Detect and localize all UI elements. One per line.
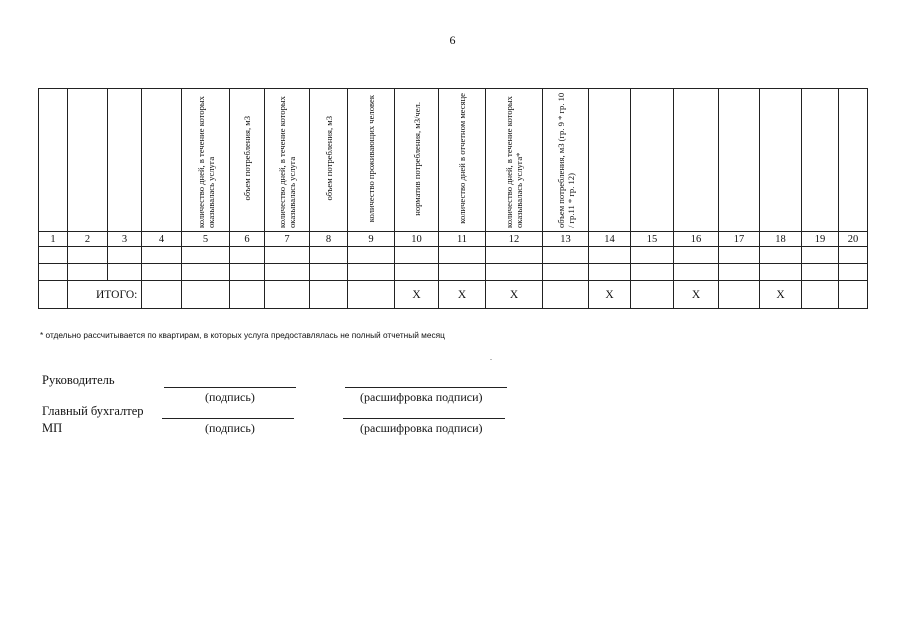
header-label: количество дней, в течение которых оказывалась услуга*: [504, 95, 524, 228]
table-cell: [589, 247, 631, 264]
head-signature-caption: (подпись): [205, 390, 255, 404]
table-cell: [39, 264, 68, 281]
column-number: 17: [719, 232, 760, 247]
column-number: 19: [802, 232, 839, 247]
accountant-decode-line: [343, 418, 505, 419]
table-cell: [839, 264, 868, 281]
header-cell: [760, 89, 802, 232]
table-cell: [68, 264, 108, 281]
total-cell: [348, 281, 395, 309]
head-decode-caption: (расшифровка подписи): [360, 390, 483, 404]
table-cell: [182, 264, 230, 281]
column-number: 14: [589, 232, 631, 247]
header-cell: [839, 89, 868, 232]
table-cell: [631, 264, 674, 281]
column-number: 11: [439, 232, 486, 247]
header-label: количество дней в отчетном месяце: [457, 93, 467, 224]
table-cell: [348, 264, 395, 281]
accountant-label: Главный бухгалтер: [42, 404, 144, 418]
table-cell: [543, 264, 589, 281]
table-cell: [631, 247, 674, 264]
total-cell: X: [760, 281, 802, 309]
header-cell: [265, 89, 310, 232]
table-cell: [395, 247, 439, 264]
header-cell: [68, 89, 108, 232]
table-cell: [310, 247, 348, 264]
header-cell: [182, 89, 230, 232]
column-number: 2: [68, 232, 108, 247]
table-cell: [108, 247, 142, 264]
total-cell: [719, 281, 760, 309]
total-cell: [265, 281, 310, 309]
column-number: 6: [230, 232, 265, 247]
header-label: объем потребления, м3 (гр. 9 * гр. 10 / гр.11 * гр. 12): [555, 92, 576, 228]
header-cell: [589, 89, 631, 232]
table-cell: [486, 247, 543, 264]
header-cell: [486, 89, 543, 232]
table-cell: [802, 247, 839, 264]
table-cell: [674, 247, 719, 264]
header-cell: [39, 89, 68, 232]
scan-speck: [490, 359, 492, 360]
column-number: 9: [348, 232, 395, 247]
table-header-row: [39, 89, 868, 232]
column-number: 13: [543, 232, 589, 247]
table-cell: [486, 264, 543, 281]
table-cell: [230, 247, 265, 264]
total-cell: X: [395, 281, 439, 309]
total-cell: [310, 281, 348, 309]
column-number: 12: [486, 232, 543, 247]
table-cell: [39, 247, 68, 264]
table-row: [39, 247, 868, 264]
column-number: 5: [182, 232, 230, 247]
head-signature-line: [164, 387, 296, 388]
table-cell: [310, 264, 348, 281]
column-number: 16: [674, 232, 719, 247]
header-cell: [395, 89, 439, 232]
column-number: 1: [39, 232, 68, 247]
header-cell: [543, 89, 589, 232]
total-cell: [543, 281, 589, 309]
stamp-label: МП: [42, 421, 63, 435]
header-cell: [230, 89, 265, 232]
header-label: количество дней, в течение которых оказывалась услуга: [277, 95, 297, 228]
table-cell: [265, 264, 310, 281]
total-row: [39, 281, 868, 309]
header-cell: [348, 89, 395, 232]
column-number: 7: [265, 232, 310, 247]
table-cell: [719, 247, 760, 264]
table-cell: [265, 247, 310, 264]
table-cell: [108, 264, 142, 281]
column-number: 20: [839, 232, 868, 247]
table-cell: [142, 264, 182, 281]
table-cell: [348, 247, 395, 264]
header-cell: [719, 89, 760, 232]
head-decode-line: [345, 387, 507, 388]
accountant-signature-caption: (подпись): [205, 421, 255, 435]
header-label: количество дней, в течение которых оказывалась услуга: [195, 95, 216, 228]
total-cell: [182, 281, 230, 309]
header-cell: [631, 89, 674, 232]
header-label: норматив потребления, м3/чел.: [411, 101, 422, 216]
total-cell: X: [674, 281, 719, 309]
table-cell: [142, 247, 182, 264]
header-cell: [108, 89, 142, 232]
table-cell: [589, 264, 631, 281]
total-cell: [839, 281, 868, 309]
table-cell: [760, 247, 802, 264]
table-cell: [543, 247, 589, 264]
header-cell: [802, 89, 839, 232]
header-cell: [439, 89, 486, 232]
column-number: 4: [142, 232, 182, 247]
accountant-decode-caption: (расшифровка подписи): [360, 421, 483, 435]
header-cell: [310, 89, 348, 232]
table-cell: [68, 247, 108, 264]
accountant-signature-line: [162, 418, 294, 419]
header-label: количество проживающих человек: [366, 94, 376, 223]
total-cell: X: [589, 281, 631, 309]
table-cell: [760, 264, 802, 281]
table-cell: [439, 264, 486, 281]
column-number: 18: [760, 232, 802, 247]
total-cell: [142, 281, 182, 309]
column-number-row: [39, 232, 868, 247]
table-cell: [802, 264, 839, 281]
table-cell: [439, 247, 486, 264]
footnote: * отдельно рассчитывается по квартирам, в которых услуга предоставлялась не полный отчетный месяц: [40, 330, 445, 340]
table-cell: [182, 247, 230, 264]
page-number: 6: [449, 33, 456, 47]
report-table: [38, 88, 868, 309]
column-number: 3: [108, 232, 142, 247]
header-cell: [142, 89, 182, 232]
total-cell: X: [439, 281, 486, 309]
column-number: 15: [631, 232, 674, 247]
table-cell: [230, 264, 265, 281]
header-cell: [674, 89, 719, 232]
header-label: объем потребления, м3: [323, 116, 334, 201]
total-label: ИТОГО:: [68, 281, 142, 309]
table-cell: [395, 264, 439, 281]
head-label: Руководитель: [42, 373, 115, 387]
table-cell: [719, 264, 760, 281]
total-cell: X: [486, 281, 543, 309]
table-cell: [674, 264, 719, 281]
column-number: 10: [395, 232, 439, 247]
header-label: объем потребления, м3: [242, 116, 252, 201]
total-cell: [802, 281, 839, 309]
total-cell: [631, 281, 674, 309]
table-row: [39, 264, 868, 281]
column-number: 8: [310, 232, 348, 247]
total-cell-1: [39, 281, 68, 309]
table-cell: [839, 247, 868, 264]
total-cell: [230, 281, 265, 309]
